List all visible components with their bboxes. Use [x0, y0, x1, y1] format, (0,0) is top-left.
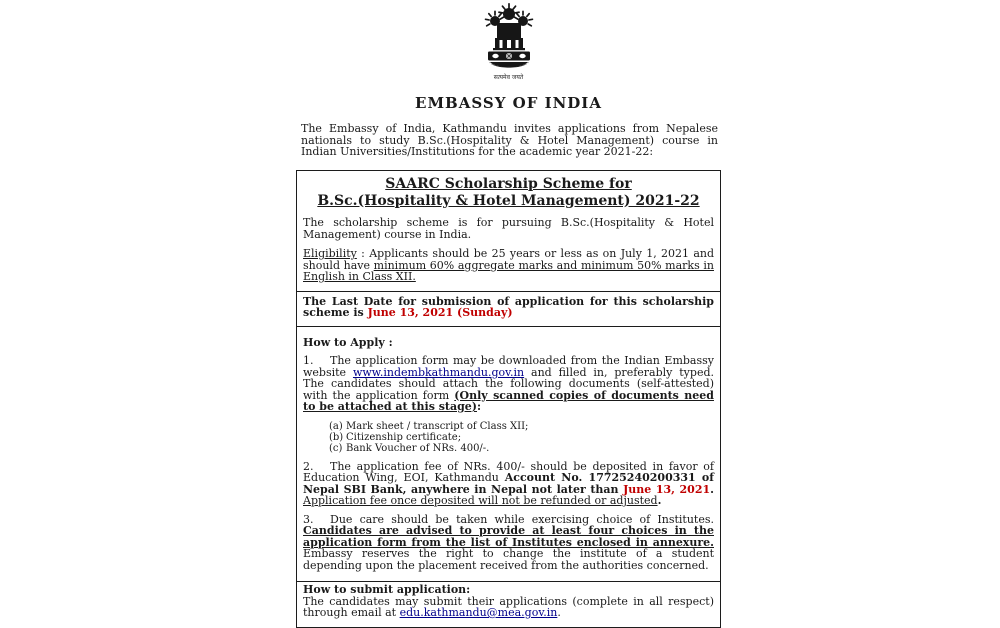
step-1-text-b: and filled in, preferably typed. The candidates should attach the following documents (self-attested) with the application form: [303, 365, 714, 402]
how-to-apply-heading: How to Apply :: [303, 335, 393, 349]
eligibility-text: Applicants should be 25 years or less as on July 1, 2021 and should have: [303, 247, 714, 272]
submit-email-link[interactable]: edu.kathmandu@mea.gov.in: [399, 606, 558, 619]
document-item: [329, 421, 714, 432]
embassy-title: EMBASSY OF INDIA: [415, 94, 602, 112]
intro-paragraph: The Embassy of India, Kathmandu invites applications from Nepalese nationals to study B.Sc.(Hospitality & Hotel Management) course in Indian Universities/Institutions for the academic year 2021-22:: [301, 122, 718, 159]
step-2-deadline: June 13, 2021: [623, 482, 711, 496]
document-item-label: (c): [329, 442, 343, 454]
submit-heading: How to submit application:: [303, 583, 471, 596]
step-3-number: 3.: [303, 512, 314, 526]
step-2-number: 2.: [303, 459, 314, 473]
scheme-description: The scholarship scheme is for pursuing B.Sc.(Hospitality & Hotel Management) course in India.: [303, 216, 714, 241]
step-3-text-b: Embassy reserves the right to change the institute of a student depending upon the placement received from the authorities concerned.: [303, 547, 714, 572]
step-1-colon: :: [477, 400, 482, 413]
apply-step-2: [303, 461, 714, 507]
last-date-text: The Last Date for submission of application for this scholarship scheme is: [303, 294, 714, 319]
embassy-website-link[interactable]: www.indembkathmandu.gov.in: [352, 365, 525, 379]
submit-paragraph: [303, 596, 714, 619]
eligibility-label: Eligibility: [303, 247, 357, 260]
last-date-value: June 13, 2021 (Sunday): [367, 306, 513, 319]
scheme-title: [303, 176, 714, 209]
step-1-emphasis: (Only scanned copies of documents need to be attached at this stage): [303, 388, 714, 413]
documents-list: [329, 421, 714, 454]
step-2-end: .: [657, 494, 662, 507]
step-1-text-a: The application form may be downloaded from the Indian Embassy website: [303, 354, 714, 379]
step-2-account: Account No. 17725240200331 of Nepal SBI Bank, anywhere in Nepal not later than: [303, 471, 714, 496]
document-item-label: (b): [329, 431, 344, 443]
document-item: [329, 432, 714, 443]
eligibility-separator: :: [356, 247, 370, 260]
submit-end: .: [557, 606, 561, 619]
how-to-apply-section: [297, 326, 720, 582]
document-item: [329, 443, 714, 454]
document-item-label: (a): [329, 420, 343, 432]
scheme-title-line2: B.Sc.(Hospitality & Hotel Management) 2021-22: [317, 192, 700, 209]
scheme-section: [297, 171, 720, 291]
step-1-number: 1.: [303, 354, 314, 367]
step-2-period: .: [710, 482, 714, 496]
india-emblem: [296, 3, 721, 81]
emblem-caption: सत्यमेव जयते: [493, 74, 524, 81]
scholarship-notice-box: [296, 170, 721, 628]
india-emblem-icon: [481, 3, 537, 70]
apply-step-1: [303, 355, 714, 413]
step-3-emphasis: Candidates are advised to provide at least four choices in the application form from the list of Institutes enclosed in annexure.: [303, 524, 714, 549]
eligibility-criteria: minimum 60% aggregate marks and minimum 50% marks in English in Class XII.: [303, 258, 714, 283]
document-item-text: Citizenship certificate;: [346, 431, 462, 443]
last-date-notice: [303, 296, 714, 319]
apply-step-3: [303, 514, 714, 572]
document-item-text: Bank Voucher of NRs. 400/-.: [346, 442, 490, 454]
document-item-text: Mark sheet / transcript of Class XII;: [346, 420, 529, 432]
submit-text: The candidates may submit their applications (complete in all respect) through email at: [303, 594, 714, 619]
last-date-section: [297, 291, 720, 326]
eligibility-paragraph: [303, 248, 714, 283]
step-3-text-a: Due care should be taken while exercising choice of Institutes.: [330, 512, 714, 526]
step-2-no-refund: Application fee once deposited will not be refunded or adjusted: [303, 494, 658, 507]
submit-section: [297, 581, 720, 627]
step-2-text-a: The application fee of NRs. 400/- should be deposited in favor of Education Wing, EOI, Kathmandu: [303, 459, 714, 484]
scheme-title-line1: SAARC Scholarship Scheme for: [385, 176, 632, 192]
